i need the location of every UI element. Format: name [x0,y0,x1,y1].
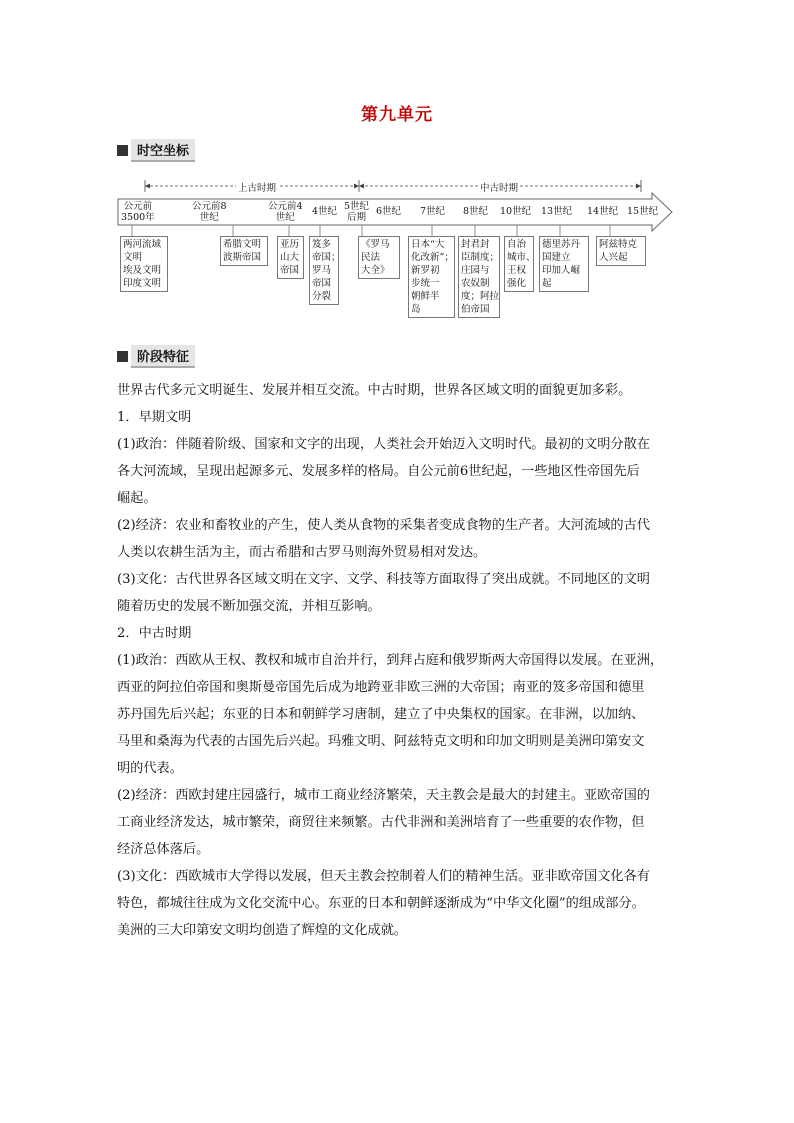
axis-label: 7世纪 [420,206,446,217]
text-line: 经济总体落后。 [117,842,210,857]
text-line: 各大河流域，呈现出起源多元、发展多样的格局。自公元前6世纪起，一些地区性帝国先后 [117,464,640,479]
text-line: 人类以农耕生活为主，而古希腊和古罗马则海外贸易相对发达。 [117,545,487,560]
period-label-ancient: 上古时期 [236,180,278,194]
event-box: 亚历 山大 帝国 [277,236,304,279]
axis-label: 5世纪 后期 [344,201,370,223]
event-box: 希腊文明 波斯帝国 [220,236,268,266]
text-line: (1)政治：西欧从王权、教权和城市自治并行，到拜占庭和俄罗斯两大帝国得以发展。在亚洲， [117,653,664,668]
text-line: 明的代表。 [117,761,183,776]
section-header-features [117,347,195,365]
axis-label: 8世纪 [463,206,489,217]
axis-label: 公元前8 世纪 [192,201,227,223]
axis-label: 14世纪 [587,206,619,217]
square-bullet-icon [117,351,128,362]
text-line: 崛起。 [117,491,157,506]
text-line: 世界古代多元文明诞生、发展并相互交流。中古时期，世界各区域文明的面貌更加多彩。 [117,383,632,398]
axis-label: 公元前4 世纪 [268,201,303,223]
event-box: 封君封 臣制度； 庄园与 农奴制 度；阿拉 伯帝国 [458,236,500,318]
text-line: 随着历史的发展不断加强交流，并相互影响。 [117,599,381,614]
axis-label: 公元前 3500年 [121,201,155,223]
axis-label: 15世纪 [627,206,659,217]
text-line: 工商业经济发达，城市繁荣，商贸往来频繁。古代非洲和美洲培育了一些重要的农作物，但 [117,815,645,830]
event-box: 自治 城市、 王权 强化 [504,236,534,292]
text-line: (3)文化：西欧城市大学得以发展，但天主教会控制着人们的精神生活。亚非欧帝国文化各有 [117,869,650,884]
text-line: 特色，都城往往成为文化交流中心。东亚的日本和朝鲜逐渐成为“中华文化圈”的组成部分。 [117,896,645,911]
section-title: 阶段特征 [131,345,195,368]
text-line: (2)经济：农业和畜牧业的产生，使人类从食物的采集者变成食物的生产者。大河流域的古代 [117,518,650,533]
event-box: 德里苏丹 国建立 印加人崛 起 [539,236,589,292]
axis-label: 10世纪 [500,206,532,217]
event-box: 日本“大 化改新”； 新罗初 步统一 朝鲜半 岛 [408,236,455,318]
text-line: 西亚的阿拉伯帝国和奥斯曼帝国先后成为地跨亚非欧三洲的大帝国；南亚的笈多帝国和德里 [117,680,645,695]
text-line: 苏丹国先后兴起；东亚的日本和朝鲜学习唐制，建立了中央集权的国家。在非洲，以加纳、 [117,707,645,722]
text-line: (3)文化：古代世界各区域文明在文字、文学、科技等方面取得了突出成就。不同地区的文明 [117,572,650,587]
timeline [0,0,794,340]
axis-label: 4世纪 [312,206,338,217]
event-box: 阿兹特克 人兴起 [596,236,646,266]
event-box: 笈多 帝国； 罗马 帝国 分裂 [309,236,339,305]
axis-label: 13世纪 [541,206,573,217]
section-title: 时空坐标 [131,139,195,162]
text-line: (2)经济：西欧封建庄园盛行，城市工商业经济繁荣，天主教会是最大的封建主。亚欧帝国的 [117,788,650,803]
axis-label: 6世纪 [376,206,402,217]
text-line: (1)政治：伴随着阶级、国家和文字的出现，人类社会开始迈入文明时代。最初的文明分散在 [117,437,650,452]
period-label-medieval: 中古时期 [478,180,520,194]
event-box: 《罗马 民法 大全》 [358,236,400,279]
text-line: 马里和桑海为代表的古国先后兴起。玛雅文明、阿兹特克文明和印加文明则是美洲印第安文 [117,734,645,749]
text-line: 美洲的三大印第安文明均创造了辉煌的文化成就。 [117,923,408,938]
text-line: 2．中古时期 [117,626,192,641]
text-line: 1．早期文明 [117,410,192,425]
event-box: 两河流域 文明 埃及文明 印度文明 [120,236,168,292]
page-title: 第九单元 [361,105,433,125]
